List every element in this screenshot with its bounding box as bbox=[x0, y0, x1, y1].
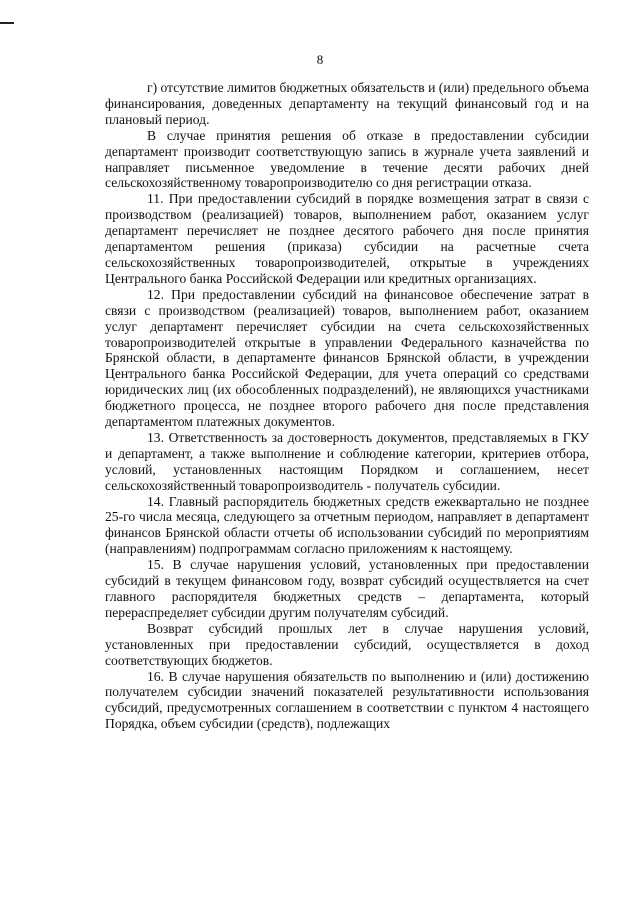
paragraph: 14. Главный распорядитель бюджетных средств ежеквартально не позднее 25-го числа месяца, следующего за отчетным периодом, направляет в департамент финансов Брянской области отчеты об использовании субсидий по мероприятиям (направлениям) подпрограммам согласно приложениям к настоящему. bbox=[105, 493, 589, 557]
paragraph: 15. В случае нарушения условий, установленных при предоставлении субсидий в текущем финансовом году, возврат субсидий осуществляется на счет главного распорядителя бюджетных средств – департамента, который перераспределяет субсидии другим получателям субсидий. bbox=[105, 557, 589, 620]
document-body bbox=[105, 80, 589, 732]
page-number: 8 bbox=[316, 52, 324, 67]
scan-edge-mark bbox=[0, 22, 14, 24]
paragraph: 12. При предоставлении субсидий на финансовое обеспечение затрат в связи с производством (реализацией) товаров, выполнением работ, оказанием услуг департамент перечисляет субсидии на счета сельскохозяйственных товаропроизводителей открытые в управлении Федерального казначейства по Брянской области, в департаменте финансов Брянской области, в учреждении Центрального банка Российской Федерации, для учета операций со средствами юридических лиц (их обособленных подразделений), не являющихся участниками бюджетного процесса, не позднее второго рабочего дня после представления департаментом платежных документов. bbox=[105, 286, 589, 430]
paragraph: 16. В случае нарушения обязательств по выполнению и (или) достижению получателем субсидии значений показателей результативности использования субсидий, предусмотренных соглашением в соответствии с пунктом 4 настоящего Порядка, объем субсидии (средств), подлежащих bbox=[105, 668, 589, 732]
paragraph: 13. Ответственность за достоверность документов, представляемых в ГКУ и департамент, а также выполнение и соблюдение категории, критериев отбора, условий, установленных настоящим Порядком и соглашением, несет сельскохозяйственный товаропроизводитель - получатель субсидии. bbox=[105, 429, 589, 493]
paragraph: 11. При предоставлении субсидий в порядке возмещения затрат в связи с производством (реализацией) товаров, выполнением работ, оказанием услуг департамент перечисляет не позднее десятого рабочего дня после принятия департаментом решения (приказа) субсидии на расчетные счета сельскохозяйственных товаропроизводителей, открытые в учреждениях Центрального банка Российской Федерации или кредитных организациях. bbox=[105, 191, 589, 286]
paragraph: г) отсутствие лимитов бюджетных обязательств и (или) предельного объема финансирования, доведенных департаменту на текущий финансовый год и на плановый период. bbox=[105, 80, 589, 127]
paragraph: В случае принятия решения об отказе в предоставлении субсидии департамент производит соответствующую запись в журнале учета заявлений и направляет письменное уведомление в течение десяти рабочих дней сельскохозяйственному товаропроизводителю со дня регистрации отказа. bbox=[105, 127, 589, 191]
paragraph: Возврат субсидий прошлых лет в случае нарушения условий, установленных при предоставлении субсидий, осуществляется в доход соответствующих бюджетов. bbox=[105, 620, 589, 668]
